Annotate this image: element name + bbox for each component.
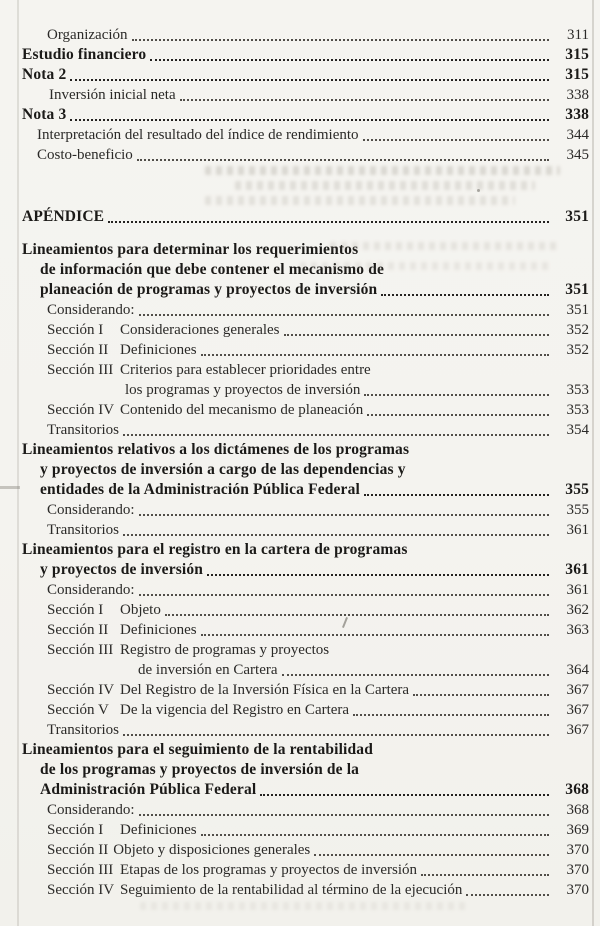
- entry-title: Del Registro de la Inversión Física en la Cartera: [120, 682, 410, 698]
- toc-row: [0, 520, 589, 540]
- dot-leader: [137, 159, 549, 161]
- dot-leader: [123, 734, 549, 736]
- toc-row: [0, 145, 589, 165]
- dot-leader: [282, 674, 549, 676]
- toc-row: [0, 700, 589, 720]
- page-number: 351: [566, 302, 589, 318]
- section-label: Sección I: [47, 822, 104, 838]
- dot-leader: [353, 714, 549, 716]
- dot-leader: [139, 814, 550, 816]
- page-number: 355: [565, 481, 589, 498]
- entry-title: Estudio financiero: [22, 46, 147, 63]
- entry-title: los programas y proyectos de inversión: [125, 382, 361, 398]
- toc-row: [0, 105, 589, 125]
- page-number: 352: [566, 342, 589, 358]
- page-number: 353: [566, 402, 589, 418]
- section-label: Sección II: [47, 342, 109, 358]
- dot-leader: [132, 39, 549, 41]
- toc-row: [0, 440, 589, 460]
- entry-title: De la vigencia del Registro en Cartera: [120, 702, 350, 718]
- page-number: 370: [566, 862, 589, 878]
- entry-title: Considerando:: [47, 802, 135, 818]
- toc-row: [0, 640, 589, 660]
- toc-row: [0, 720, 589, 740]
- section-label: Sección III: [47, 862, 114, 878]
- entry-title: Nota 3: [22, 106, 67, 123]
- page-number: 367: [566, 682, 589, 698]
- entry-title: APÉNDICE: [22, 208, 105, 225]
- toc-row: [0, 460, 589, 480]
- section-label: Sección IV: [47, 682, 115, 698]
- dot-leader: [381, 294, 549, 296]
- section-label: Sección V: [47, 702, 109, 718]
- entry-title: Seguimiento de la rentabilidad al término de la ejecución: [120, 882, 463, 898]
- entry-title: de inversión en Cartera: [138, 662, 278, 678]
- dot-leader: [165, 614, 549, 616]
- dot-leader: [139, 594, 550, 596]
- page-number: 344: [566, 127, 589, 143]
- dot-leader: [70, 79, 549, 81]
- dot-leader: [201, 834, 549, 836]
- toc-row: [0, 25, 589, 45]
- entry-title: Considerando:: [47, 502, 135, 518]
- entry-title: Inversión inicial neta: [49, 87, 176, 103]
- entry-title: Interpretación del resultado del índice de rendimiento: [37, 127, 359, 143]
- entry-title: Criterios para establecer prioridades entre: [120, 362, 371, 378]
- page-number: 361: [566, 522, 589, 538]
- toc-row: [0, 45, 589, 65]
- page-number: 311: [567, 27, 589, 43]
- page-number: 370: [566, 842, 589, 858]
- page-number: 368: [565, 781, 589, 798]
- entry-title: Transitorios: [47, 722, 119, 738]
- toc-row: [0, 280, 589, 300]
- dot-leader: [123, 534, 549, 536]
- toc-row: [0, 620, 589, 640]
- toc-row: [0, 680, 589, 700]
- dot-leader: [123, 434, 549, 436]
- toc-row: [0, 660, 589, 680]
- toc-row: [0, 820, 589, 840]
- toc-row: [0, 300, 589, 320]
- toc-row: [0, 340, 589, 360]
- entry-title: planeación de programas y proyectos de inversión: [40, 281, 378, 298]
- page-number: 353: [566, 382, 589, 398]
- dot-leader: [466, 894, 549, 896]
- toc-row: [0, 420, 589, 440]
- section-label: Sección II: [47, 842, 109, 858]
- toc-row: [0, 320, 589, 340]
- entry-title: Lineamientos para el registro en la cartera de programas: [22, 541, 408, 558]
- dot-leader: [413, 694, 549, 696]
- page-number: 361: [566, 582, 589, 598]
- dot-leader: [284, 334, 549, 336]
- section-label: Sección IV: [47, 402, 115, 418]
- toc-row: [0, 780, 589, 800]
- page-number: 363: [566, 622, 589, 638]
- toc-row: [0, 740, 589, 760]
- dot-leader: [150, 59, 549, 61]
- page-number: 338: [566, 87, 589, 103]
- page-number: 367: [566, 722, 589, 738]
- page-number: 354: [566, 422, 589, 438]
- toc-row: [0, 480, 589, 500]
- toc-row: [0, 380, 589, 400]
- entry-title: y proyectos de inversión a cargo de las dependencias y: [40, 461, 406, 478]
- toc-row: [0, 360, 589, 380]
- section-label: Sección III: [47, 362, 114, 378]
- dot-leader: [180, 99, 549, 101]
- page-number: 369: [566, 822, 589, 838]
- dot-leader: [70, 119, 549, 121]
- entry-title: Etapas de los programas y proyectos de inversión: [120, 862, 418, 878]
- page-number: 355: [566, 502, 589, 518]
- dot-leader: [364, 494, 549, 496]
- toc-row: [0, 260, 589, 280]
- entry-title: de información que debe contener el mecanismo de: [40, 261, 384, 278]
- entry-title: entidades de la Administración Pública Federal: [40, 481, 360, 498]
- entry-title: Consideraciones generales: [120, 322, 280, 338]
- entry-title: Costo-beneficio: [37, 147, 133, 163]
- page-number: 338: [565, 106, 589, 123]
- toc-row: [0, 860, 589, 880]
- entry-title: Objeto y disposiciones generales: [113, 842, 311, 858]
- toc-row: [0, 540, 589, 560]
- page-number: 367: [566, 702, 589, 718]
- toc-row: [0, 600, 589, 620]
- page-number: 315: [565, 66, 589, 83]
- section-label: Sección IV: [47, 882, 115, 898]
- entry-title: Lineamientos para el seguimiento de la rentabilidad: [22, 741, 373, 758]
- entry-title: Transitorios: [47, 522, 119, 538]
- dot-leader: [314, 854, 549, 856]
- page-number: 368: [566, 802, 589, 818]
- scan-showthrough-smudge: [140, 902, 470, 910]
- entry-title: Transitorios: [47, 422, 119, 438]
- page-number: 362: [566, 602, 589, 618]
- toc-row: [0, 580, 589, 600]
- entry-title: Definiciones: [120, 342, 197, 358]
- page-number: 364: [566, 662, 589, 678]
- toc-row: [0, 125, 589, 145]
- page-number: 352: [566, 322, 589, 338]
- dot-leader: [367, 414, 549, 416]
- dot-leader: [260, 794, 549, 796]
- dot-leader: [363, 139, 549, 141]
- entry-title: Nota 2: [22, 66, 67, 83]
- entry-title: Administración Pública Federal: [40, 781, 257, 798]
- toc-row: [0, 560, 589, 580]
- entry-title: Registro de programas y proyectos: [120, 642, 330, 658]
- entry-title: Considerando:: [47, 582, 135, 598]
- page-number: 361: [565, 561, 589, 578]
- page-number: 345: [566, 147, 589, 163]
- page-number: 370: [566, 882, 589, 898]
- page-number: 351: [565, 281, 589, 298]
- entry-title: Definiciones: [120, 822, 197, 838]
- dot-leader: [364, 394, 549, 396]
- section-label: Sección II: [47, 622, 109, 638]
- entry-title: Lineamientos relativos a los dictámenes de los programas: [22, 441, 410, 458]
- toc-row: [0, 760, 589, 780]
- toc-row: [0, 400, 589, 420]
- toc-row: [0, 500, 589, 520]
- dot-leader: [201, 634, 549, 636]
- dot-leader: [139, 314, 550, 316]
- dot-leader: [201, 354, 549, 356]
- entry-title: y proyectos de inversión: [40, 561, 204, 578]
- dot-leader: [108, 221, 549, 223]
- dot-leader: [139, 514, 550, 516]
- toc-row: [0, 65, 589, 85]
- entry-title: Objeto: [120, 602, 161, 618]
- entry-title: Lineamientos para determinar los requerimientos: [22, 241, 359, 258]
- entry-title: Considerando:: [47, 302, 135, 318]
- page-number: 315: [565, 46, 589, 63]
- toc-row: [0, 840, 589, 860]
- section-label: Sección I: [47, 322, 104, 338]
- entry-title: de los programas y proyectos de inversión de la: [40, 761, 360, 778]
- entry-title: Contenido del mecanismo de planeación: [120, 402, 364, 418]
- toc-row: [0, 207, 589, 227]
- section-label: Sección III: [47, 642, 114, 658]
- entry-title: Definiciones: [120, 622, 197, 638]
- toc-row: [0, 800, 589, 820]
- page-number: 351: [565, 208, 589, 225]
- toc-row: [0, 85, 589, 105]
- section-label: Sección I: [47, 602, 104, 618]
- dot-leader: [421, 874, 549, 876]
- dot-leader: [207, 574, 549, 576]
- toc-row: [0, 240, 589, 260]
- toc-row: [0, 880, 589, 900]
- entry-title: Organización: [47, 27, 128, 43]
